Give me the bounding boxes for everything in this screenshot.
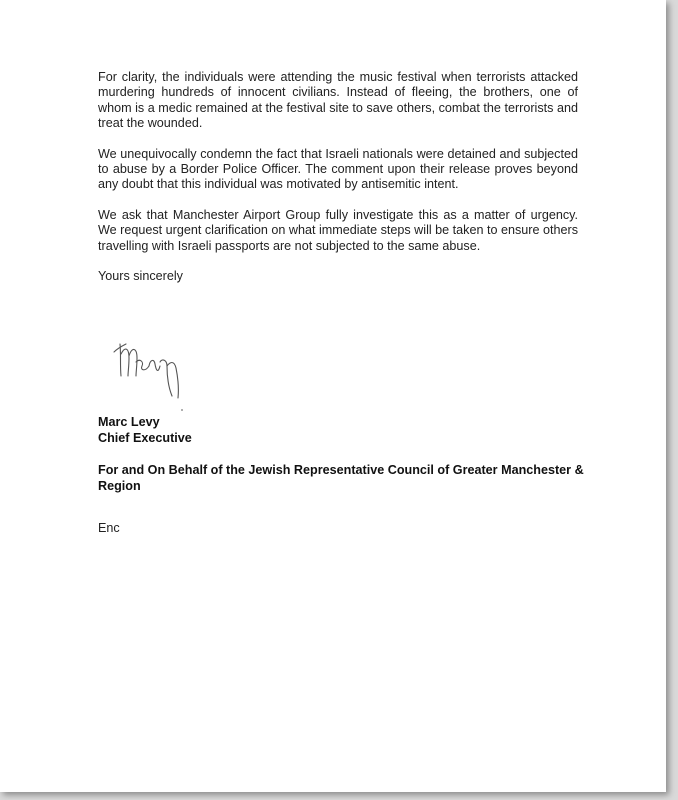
on-behalf-line: For and On Behalf of the Jewish Representative Council of Greater Manchester & Region <box>98 463 584 493</box>
enclosure-note: Enc <box>98 521 120 535</box>
paragraph-clarity: For clarity, the individuals were attending the music festival when terrorists attacked murdering hundreds of innocent civilians. Instead of fleeing, the brothers, one of whom is a medic remained at the festival site to save others, combat the terrorists and treat the wounded. <box>98 70 578 131</box>
signatory-title: Chief Executive <box>98 431 192 445</box>
letter-body <box>98 70 578 284</box>
signature-icon <box>112 332 202 412</box>
signature-block <box>98 414 598 494</box>
signatory-name: Marc Levy <box>98 415 160 429</box>
paragraph-condemnation: We unequivocally condemn the fact that Israeli nationals were detained and subjected to abuse by a Border Police Officer. The comment upon their release proves beyond any doubt that this individual was motivated by antisemitic intent. <box>98 146 578 192</box>
paragraph-request: We ask that Manchester Airport Group fully investigate this as a matter of urgency. We request urgent clarification on what immediate steps will be taken to ensure others travelling with Israeli passports are not subjected to the same abuse. <box>98 207 578 253</box>
closing-salutation: Yours sincerely <box>98 269 183 284</box>
